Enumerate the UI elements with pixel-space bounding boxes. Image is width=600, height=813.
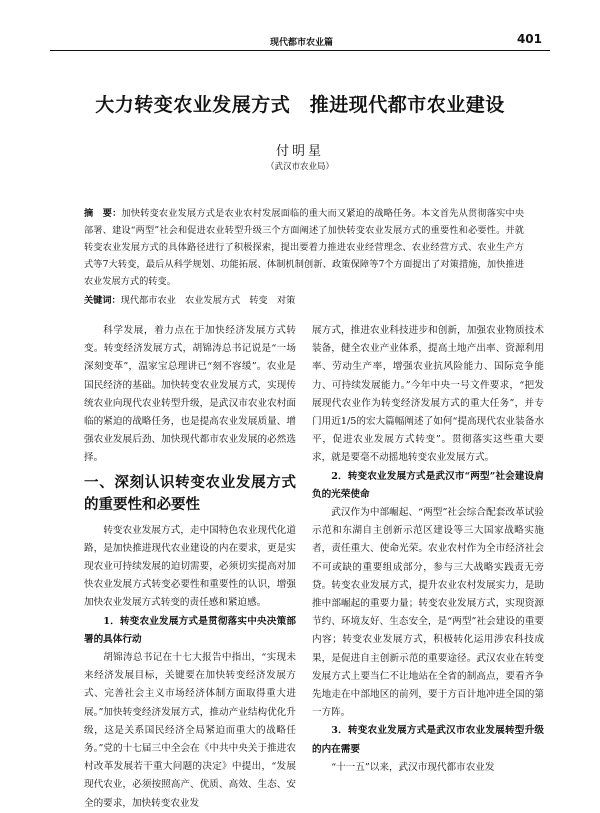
article-title: 大力转变农业发展方式 推进现代都市农业建设 <box>95 94 505 116</box>
left-column <box>84 322 296 813</box>
abstract <box>84 205 524 290</box>
continuation-paragraph: 展方式，推进农业科技进步和创新，加强农业物质技术装备，健全农业产业体系，提高土地产出率、资源利用率、劳动生产率，增强农业抗风险能力、国际竞争能力、可持续发展能力。”今年中央一号文件要求，“把发展现代农业作为转变经济发展方式的重大任务”，并专门用近1/5的宏大篇幅阐述了如何“提高现代农业装备水平，促进农业发展方式转变”。贯彻落实这些重大要求，就是要毫不动摇地转变农业发展方式。 <box>312 325 544 464</box>
journal-header: 现代都市农业篇 <box>270 38 334 48</box>
author-affiliation: （武汉市农业局） <box>265 162 334 172</box>
abstract-text: 加快转变农业发展方式是农业农村发展面临的重大而又紧迫的战略任务。本文首先从贯彻落实中央部署、建设“两型”社会和促进农业转型升级三个方面阐述了加快转变农业发展方式的重要性和必要性。并就转变农业发展方式的具体路径进行了积极探索，提出要着力推进农业经营理念、农业经营方式、农业生产方式等7大转变，最后从科学规划、功能拓展、体制机制创新、政策保障等7个方面提出了对策措施，加快推进农业发展方式的转变。 <box>84 208 525 287</box>
subheading-2: 2．转变农业发展方式是武汉市“两型”社会建设肩负的光荣使命 <box>312 470 544 500</box>
section-paragraph: 转变农业发展方式，走中国特色农业现代化道路，是加快推进现代农业建设的内在要求，更是实现农业可持续发展的迫切需要，必须切实提高对加快农业发展方式转变必要性和重要性的认识，增强加快农业发展方式转变的责任感和紧迫感。 <box>84 524 296 609</box>
abstract-label: 摘 要： <box>84 208 122 219</box>
section-heading: 一、深刻认识转变农业发展方式的重要性和必要性 <box>84 473 296 513</box>
keywords <box>84 292 524 306</box>
keywords-label: 关键词： <box>84 295 121 306</box>
subheading-1-paragraph: 胡锦涛总书记在十七大报告中指出，“实现未来经济发展目标，关键要在加快转变经济发展方式、完善社会主义市场经济体制方面取得重大进展。”加快转变经济发展方式，推动产业结构优化升级，这是关系国民经济全局紧迫而重大的战略任务。”党的十七届三中全会在《中共中央关于推进农村改革发展若干重大问题的决定》中提出，“发展现代农业，必须按照高产、优质、高效、生态、安全的要求，加快转变农业发 <box>84 652 296 809</box>
subheading-3-paragraph: “十一五”以来，武汉市现代都市农业发 <box>331 761 495 773</box>
subheading-1: 1．转变农业发展方式是贯彻落实中央决策部署的具体行动 <box>84 615 296 645</box>
right-column <box>312 322 544 777</box>
intro-paragraph: 科学发展，着力点在于加快经济发展方式转变。转变经济发展方式，胡锦涛总书记说是“一场深刻变革”，温家宝总理讲已“刻不容缓”。农业是国民经济的基础。加快转变农业发展方式，实现传统农业向现代农业转型升级，是武汉市农业农村面临的紧迫的战略任务，也是提高农业发展质量、增强农业发展后劲、加快现代都市农业发展的必然选择。 <box>84 325 296 464</box>
page-number: 401 <box>516 32 542 46</box>
subheading-3: 3．转变农业发展方式是武汉市农业发展转型升级的内在需要 <box>312 725 544 755</box>
header-rule <box>50 50 550 51</box>
keywords-text: 现代都市农业 农业发展方式 转变 对策 <box>120 295 296 306</box>
article-author: 付明星 <box>275 144 324 159</box>
subheading-2-paragraph: 武汉作为中部崛起、“两型”社会综合配套改革试验示范和东湖自主创新示范区建设等三大国家战略实施者，责任重大、使命光荣。农业农村作为全市经济社会不可或缺的重要组成部分，参与三大战略实践责无旁贷。转变农业发展方式，提升农业农村发展实力，是助推中部崛起的重要力量；转变农业发展方式，实现资源节约、环境友好、生态安全，是“两型”社会建设的重要内容；转变农业发展方式，积极转化运用涉农科技成果，是促进自主创新示范的重要途径。武汉农业在转变发展方式上要当仁不让地站在全省的制高点，要看齐争先地走在中部地区的前列，要于方百计地冲进全国的第一方阵。 <box>312 507 544 719</box>
